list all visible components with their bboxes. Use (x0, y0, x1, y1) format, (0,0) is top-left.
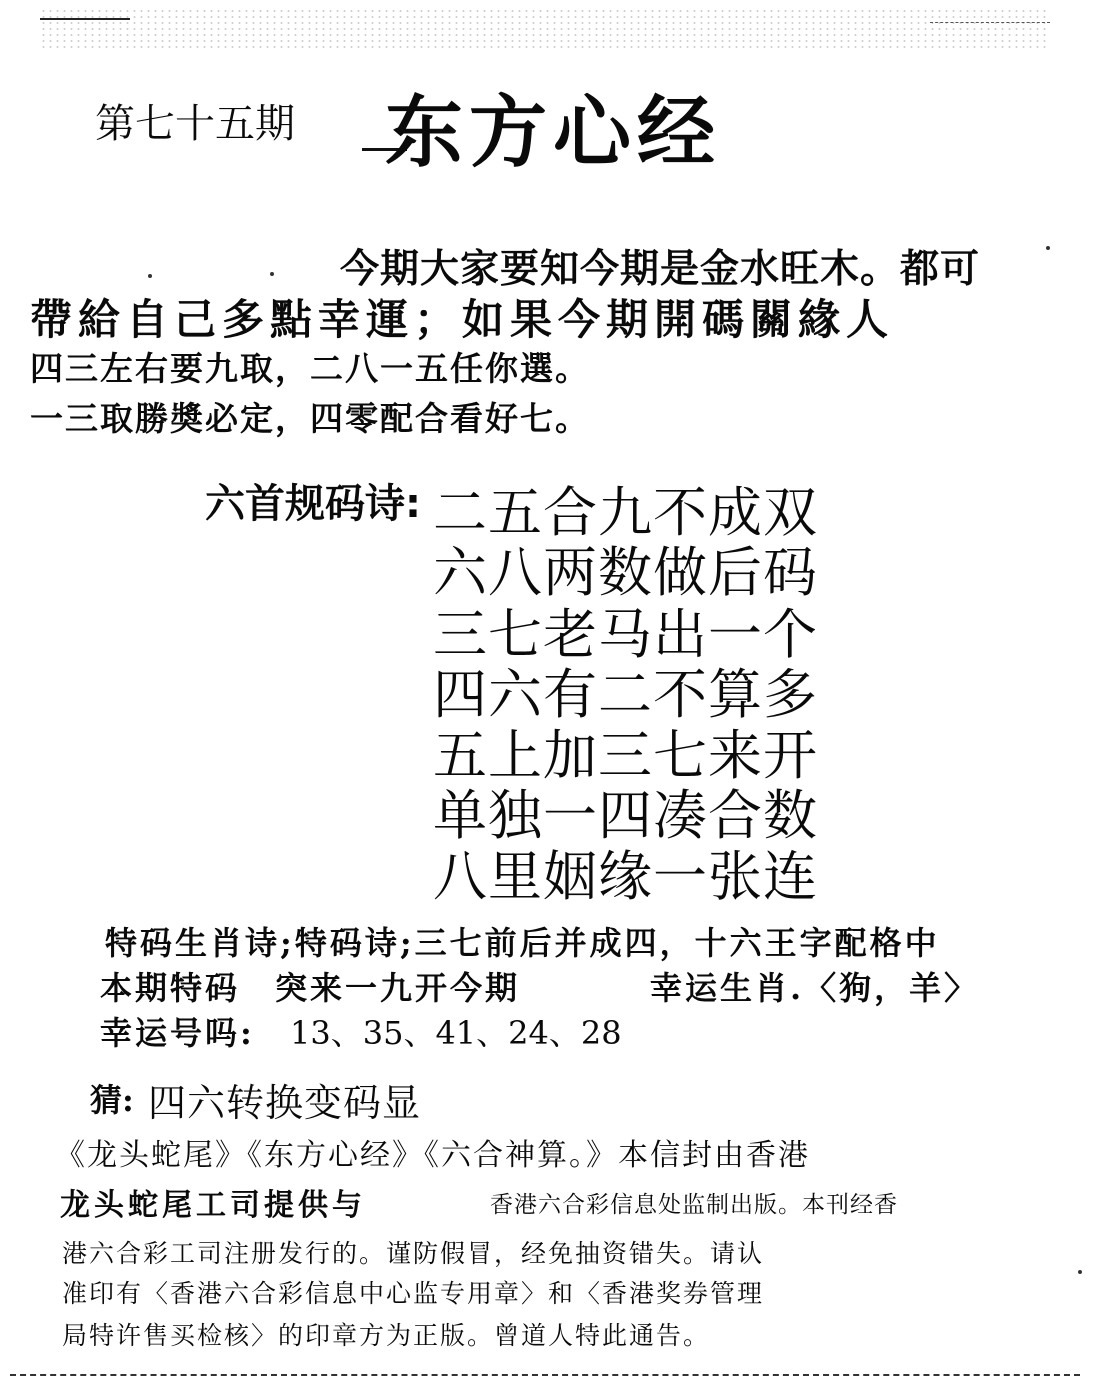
scan-noise (40, 8, 1050, 48)
publisher-line-5: 局特许售买检核〉的印章方为正版。曾道人特此通告。 (62, 1321, 711, 1350)
intro-line-2: 帶給自己多點幸運；如果今期開碼關緣人 (30, 295, 895, 344)
special-code-poem: 特码生肖诗;特码诗;三七前后并成四，十六王字配格中 (105, 924, 940, 962)
publisher-line-2b: 香港六合彩信息处监制出版。本刊经香 (490, 1192, 898, 1218)
lucky-zodiac: 幸运生肖.〈狗，羊〉 (650, 969, 980, 1007)
poem-label: 六首规码诗: (205, 481, 421, 527)
poem-line-6: 单独一四凑合数 (433, 784, 818, 847)
this-issue-special-code: 本期特码 突来一九开今期 (100, 969, 521, 1007)
scan-speck (270, 272, 274, 276)
poem-line-3: 三七老马出一个 (433, 603, 818, 666)
poem-line-2: 六八两数做后码 (433, 541, 818, 604)
lucky-numbers-label: 幸运号吗: (100, 1014, 255, 1052)
publisher-line-3: 港六合彩工司注册发行的。谨防假冒，经免抽资错失。请认 (62, 1239, 765, 1268)
intro-line-1: 今期大家要知今期是金水旺木。都可 (340, 246, 981, 292)
scan-speck (1078, 1270, 1082, 1274)
page-title: 东方心经 (385, 88, 722, 178)
guess-text: 四六转换变码显 (148, 1081, 422, 1125)
poem-line-5: 五上加三七来开 (433, 724, 818, 787)
intro-verse-1: 四三左右要九取，二八一五任你選。 (30, 349, 590, 388)
scan-speck (1046, 246, 1050, 250)
publisher-line-4: 准印有〈香港六合彩信息中心监专用章〉和〈香港奖券管理 (62, 1279, 765, 1308)
poem-line-4: 四六有二不算多 (433, 663, 818, 726)
top-rule (40, 18, 130, 20)
intro-verse-2: 一三取勝奬必定，四零配合看好七。 (30, 399, 590, 438)
publisher-line-2a: 龙头蛇尾工司提供与 (60, 1188, 366, 1223)
scan-speck (148, 274, 152, 278)
poem-line-1: 二五合九不成双 (433, 481, 818, 544)
guess-label: 猜: (90, 1081, 134, 1119)
bottom-rule (10, 1374, 1080, 1376)
publisher-line-1: 《龙头蛇尾》《东方心经》《六合神算。》本信封由香港 (55, 1138, 810, 1173)
top-rule-right (930, 22, 1050, 23)
poem-line-7: 八里姻缘一张连 (433, 845, 818, 908)
lucky-numbers: 13、35、41、24、28 (290, 1014, 622, 1052)
issue-number: 第七十五期 (95, 101, 295, 147)
